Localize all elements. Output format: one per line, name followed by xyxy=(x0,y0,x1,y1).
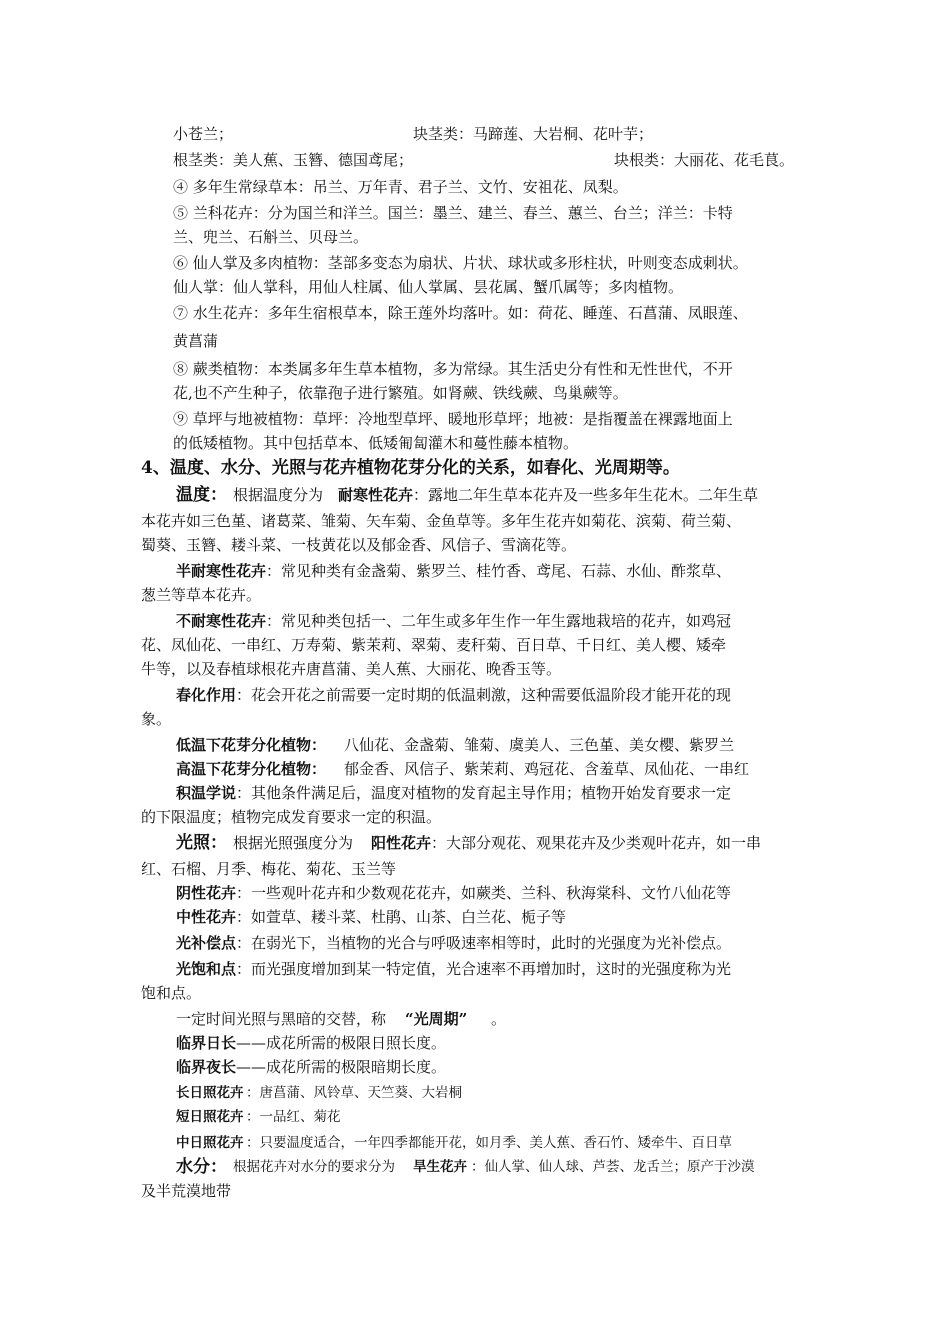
bold-term: 阳性花卉 xyxy=(371,834,432,852)
text-segment: ⑤ 兰科花卉：分为国兰和洋兰。国兰：墨兰、建兰、春兰、蕙兰、台兰；洋兰：卡特 xyxy=(173,204,733,222)
text-segment: 牛等，以及春植球根花卉唐菖蒲、美人蕉、大丽花、晚香玉等。 xyxy=(141,660,562,678)
text-segment: ：常见种类包括一、二年生或多年生作一年生露地栽培的花卉，如鸡冠 xyxy=(266,612,732,630)
text-segment: 花,也不产生种子，依靠孢子进行繁殖。如肾蕨、铁线蕨、鸟巢蕨等。 xyxy=(173,384,628,402)
bold-term: 阴性花卉 xyxy=(176,884,237,902)
text-segment: 郁金香、风信子、紫茉莉、鸡冠花、含羞草、凤仙花、一串红 xyxy=(344,760,750,778)
bold-term: 光饱和点 xyxy=(176,960,237,978)
bold-term: 长日照花卉 xyxy=(176,1085,244,1101)
text-segment: 根据温度分为 xyxy=(233,486,324,504)
text-segment: ：常见种类有金盏菊、紫罗兰、桂竹香、鸢尾、石蒜、水仙、酢浆草、 xyxy=(266,562,732,580)
bold-term: 半耐寒性花卉 xyxy=(176,562,267,580)
text-segment: ：一些观叶花卉和少数观花花卉，如蕨类、兰科、秋海棠科、文竹八仙花等 xyxy=(236,884,732,902)
text-segment: ④ 多年生常绿草本：吊兰、万年青、君子兰、文竹、安祖花、凤梨。 xyxy=(173,178,628,196)
text-segment: 黄菖蒲 xyxy=(173,332,219,350)
bold-term: 旱生花卉 xyxy=(413,1159,467,1175)
text-segment: ：只要温度适合，一年四季都能开花，如月季、美人蕉、香石竹、矮牵牛、百日草 xyxy=(246,1135,732,1151)
text-segment: 及半荒漠地带 xyxy=(141,1182,232,1200)
text-segment: 花、凤仙花、一串红、万寿菊、紫茉莉、翠菊、麦秆菊、百日草、千日红、美人樱、矮牵 xyxy=(141,636,727,654)
text-segment: ：其他条件满足后，温度对植物的发育起主导作用；植物开始发育要求一定 xyxy=(236,784,732,802)
bold-term: 温度： xyxy=(176,485,227,505)
bold-term: 低温下花芽分化植物： xyxy=(176,736,327,754)
text-segment: ：花会开花之前需要一定时期的低温刺激，这种需要低温阶段才能开花的现 xyxy=(236,686,732,704)
bold-term: “光周期” xyxy=(405,1010,468,1028)
bold-term: 不耐寒性花卉 xyxy=(176,612,267,630)
text-segment: ：大部分观花、观果花卉及少类观叶花卉，如一串 xyxy=(431,834,762,852)
text-segment: ：在弱光下，当植物的光合与呼吸速率相等时，此时的光强度为光补偿点。 xyxy=(236,934,732,952)
text-segment: 一定时间光照与黑暗的交替，称 xyxy=(176,1010,387,1028)
bold-term: 光补偿点 xyxy=(176,934,237,952)
bold-term: 临界夜长 xyxy=(176,1058,237,1076)
text-segment: 仙人掌：仙人掌科，用仙人柱属、仙人掌属、昙花属、蟹爪属等；多肉植物。 xyxy=(173,278,684,296)
text-segment: ：唐菖蒲、风铃草、天竺葵、大岩桐 xyxy=(246,1085,462,1101)
bold-term: 短日照花卉 xyxy=(176,1109,244,1125)
bold-term: 春化作用 xyxy=(176,686,237,704)
bold-term: 临界日长 xyxy=(176,1034,237,1052)
text-segment: 象。 xyxy=(141,710,172,728)
text-segment: 小苍兰； xyxy=(173,125,234,143)
text-segment: 块根类：大丽花、花毛茛。 xyxy=(614,151,795,169)
text-segment: 本花卉如三色堇、诸葛菜、雏菊、矢车菊、金鱼草等。多年生花卉如菊花、滨菊、荷兰菊、 xyxy=(141,512,742,530)
text-segment: 八仙花、金盏菊、雏菊、虞美人、三色堇、美女樱、紫罗兰 xyxy=(344,736,735,754)
text-segment: ：一品红、菊花 xyxy=(246,1109,341,1125)
text-segment: 根茎类：美人蕉、玉簪、德国鸢尾； xyxy=(173,151,414,169)
text-segment: ⑨ 草坪与地被植物：草坪：冷地型草坪、暖地形草坪；地被：是指覆盖在裸露地面上 xyxy=(173,410,733,428)
bold-term: 高温下花芽分化植物： xyxy=(176,760,327,778)
bold-term: 水分： xyxy=(176,1157,227,1177)
section-heading: 4、温度、水分、光照与花卉植物花芽分化的关系，如春化、光周期等。 xyxy=(141,458,680,478)
text-segment: ⑥ 仙人掌及多肉植物：茎部多变态为扇状、片状、球状或多形柱状，叶则变态成刺状。 xyxy=(173,254,748,272)
text-segment: 红、石榴、月季、梅花、菊花、玉兰等 xyxy=(141,860,397,878)
text-segment: 根据花卉对水分的要求分为 xyxy=(233,1159,395,1175)
text-segment: ：而光强度增加到某一特定值，光合速率不再增加时，这时的光强度称为光 xyxy=(236,960,732,978)
text-segment: 饱和点。 xyxy=(141,984,202,1002)
text-segment: ：仙人掌、仙人球、芦荟、龙舌兰；原产于沙漠 xyxy=(471,1159,755,1175)
bold-term: 积温学说 xyxy=(176,784,237,802)
text-segment: ——成花所需的极限暗期长度。 xyxy=(236,1058,447,1076)
bold-term: 中日照花卉 xyxy=(176,1135,244,1151)
bold-term: 光照： xyxy=(176,833,227,853)
text-segment: ⑧ 蕨类植物：本类属多年生草本植物，多为常绿。其生活史分有性和无性世代，不开 xyxy=(173,360,733,378)
text-segment: ：如萱草、耧斗菜、杜鹃、山茶、白兰花、栀子等 xyxy=(236,908,567,926)
text-segment: ：露地二年生草本花卉及一些多年生花木。二年生草 xyxy=(413,486,759,504)
text-segment: 根据光照强度分为 xyxy=(233,834,354,852)
text-segment: ⑦ 水生花卉：多年生宿根草本，除王莲外均落叶。如：荷花、睡莲、石菖蒲、凤眼莲、 xyxy=(173,304,748,322)
text-segment: 蜀葵、玉簪、耧斗菜、一枝黄花以及郁金香、风信子、雪滴花等。 xyxy=(141,536,577,554)
text-segment: ——成花所需的极限日照长度。 xyxy=(236,1034,447,1052)
text-segment: 。 xyxy=(491,1010,507,1028)
text-segment: 的低矮植物。其中包括草本、低矮匍匐灌木和蔓性藤本植物。 xyxy=(173,434,579,452)
text-segment: 兰、兜兰、石斛兰、贝母兰。 xyxy=(173,228,369,246)
bold-term: 中性花卉 xyxy=(176,908,237,926)
text-segment: 的下限温度；植物完成发育要求一定的积温。 xyxy=(141,808,442,826)
bold-term: 耐寒性花卉 xyxy=(338,486,414,504)
text-segment: 块茎类：马蹄莲、大岩桐、花叶芋； xyxy=(413,125,654,143)
text-segment: 葱兰等草本花卉。 xyxy=(141,586,262,604)
